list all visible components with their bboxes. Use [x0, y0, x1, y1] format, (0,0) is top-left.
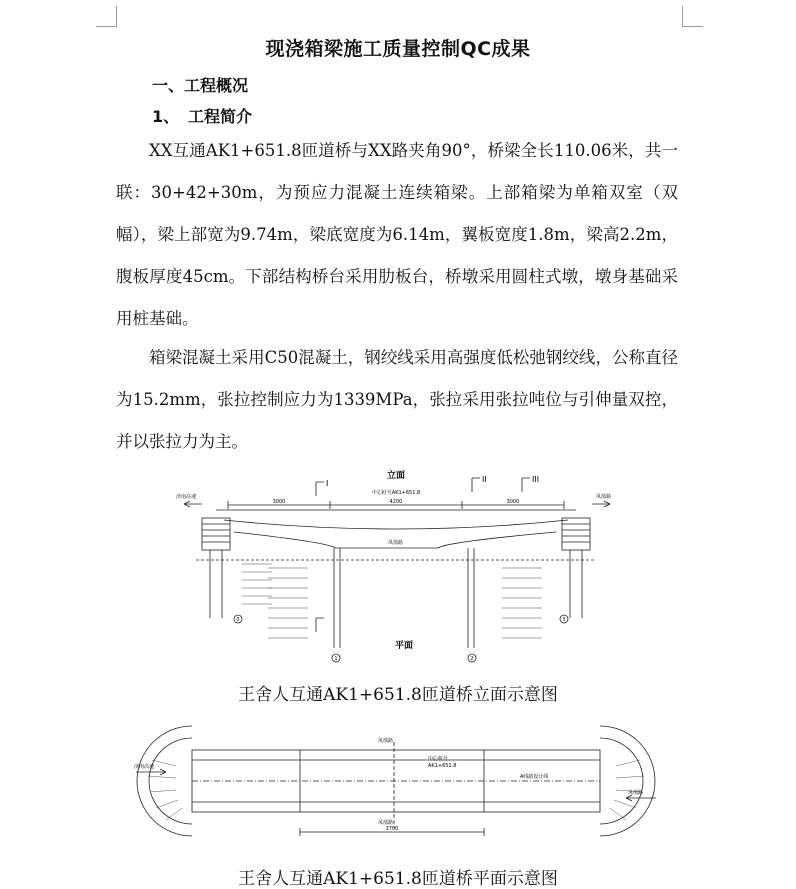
section-cut-II — [472, 478, 480, 492]
pier-number-2: 2 — [470, 656, 474, 662]
section-cut-I — [316, 482, 324, 496]
document-title: 现浇箱梁施工质量控制QC成果 — [265, 38, 531, 60]
page-corner-mark-top-right — [682, 6, 703, 27]
span-dim-left: 3000 — [272, 499, 286, 505]
center-station-label: 中心桩号AK1+651.8 — [371, 490, 421, 496]
right-fan-abutment — [600, 726, 655, 836]
materials-paragraph: 箱梁混凝土采用C50混凝土，钢绞线采用高强度低松弛钢绞线，公称直径为15.2mm，张拉控制应力为1339MPa，张拉采用张拉吨位与引伸量双控，并以张拉力为主。 — [116, 348, 678, 451]
pier-number-1: 1 — [334, 656, 338, 662]
right-direction-arrow — [592, 501, 610, 507]
figure1-caption: 王舍人互通AK1+651.8匝道桥立面示意图 — [238, 685, 558, 705]
road-label: 凤凰路 — [388, 540, 404, 546]
figure2-caption: 王舍人互通AK1+651.8匝道桥平面示意图 — [238, 869, 558, 889]
pier2-soil-layers — [502, 568, 542, 638]
pier-number-3: 3 — [562, 617, 566, 623]
left-abutment — [202, 518, 230, 550]
plan-dim-bottom: 3700 — [385, 826, 399, 832]
bridge-plan-drawing — [132, 720, 660, 850]
direction-left-label: 济南高速 — [176, 494, 197, 500]
span-dim-mid: 4200 — [389, 499, 403, 505]
project-intro-paragraph: XX互通AK1+651.8匝道桥与XX路夹角90°，桥梁全长110.06米，共一联：30+42+30m，为预应力混凝土连续箱梁。上部箱梁为单箱双室（双幅），梁上部宽为9.74m，梁底宽度为6.14m，翼板宽度1.8m，梁高2.2m，腹板厚度45cm。下部结构桥台采用肋板台，桥墩采用圆柱式墩，墩身基础采用桩基础。 — [116, 141, 678, 328]
right-abutment — [562, 518, 590, 550]
pier-1 — [334, 548, 340, 648]
left-abutment-hatch — [202, 524, 230, 542]
section-label-III: III — [532, 475, 540, 484]
section-cut-III — [522, 478, 530, 492]
left-fan-inner — [149, 738, 192, 824]
plan-road-label-bottom: 凤凰路 — [378, 820, 394, 826]
span-dim-right: 3000 — [506, 499, 520, 505]
subsection-heading — [152, 104, 252, 127]
page-corner-mark-top-left — [96, 6, 117, 27]
right-abutment-hatch — [562, 524, 590, 542]
plan-label: 平面 — [394, 641, 414, 651]
right-fan-inner — [600, 738, 643, 824]
pier-2 — [468, 548, 474, 648]
left-soil-layers — [242, 564, 272, 604]
plan-center-station: AK1+651.8 — [428, 763, 457, 769]
plan-design-line: A线路设计线 — [520, 774, 549, 780]
plan-road-label-top: 凤凰路 — [378, 738, 394, 744]
plan-direction-left: 济南高速 — [134, 764, 155, 770]
subsection-number: 1、 — [152, 107, 180, 126]
elevation-label: 立面 — [386, 471, 406, 481]
plan-center-label: 中心桩号 — [428, 756, 449, 762]
plan-direction-right: 凤凰路 — [628, 790, 644, 796]
left-fan-abutment — [137, 726, 192, 836]
left-direction-arrow — [184, 501, 202, 507]
section-label-II: II — [482, 475, 487, 484]
section-label-I: I — [326, 479, 329, 488]
pier1-soil-layers — [268, 568, 308, 638]
bridge-elevation-drawing — [176, 468, 618, 668]
deck-bottom-line — [224, 520, 568, 529]
section-cut-I-lower — [316, 618, 324, 632]
direction-right-label: 凤凰路 — [596, 494, 612, 500]
section-heading: 一、工程概况 — [152, 76, 249, 95]
subsection-title: 工程简介 — [188, 107, 253, 126]
pier-number-0: 0 — [236, 617, 240, 623]
